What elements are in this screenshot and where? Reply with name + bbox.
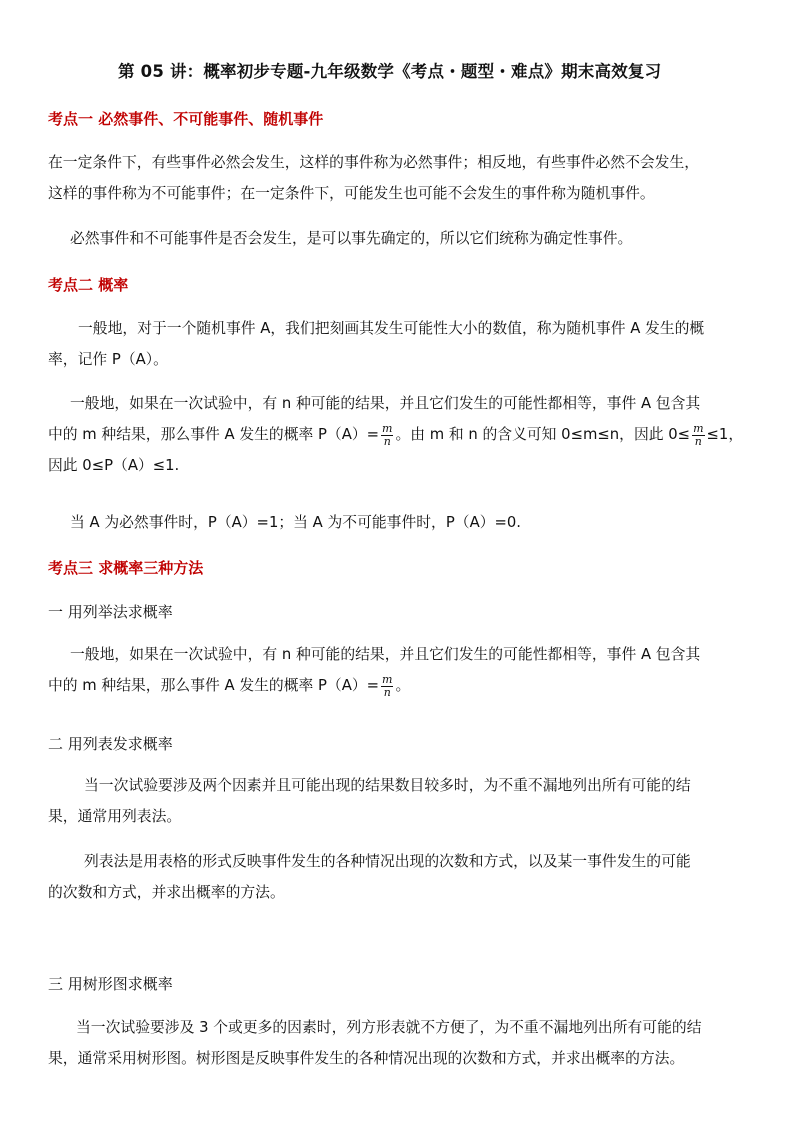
fraction-m-over-n: [692, 423, 704, 448]
section2-paragraph2: [48, 388, 748, 481]
fraction-numerator: m: [382, 672, 393, 686]
method3-paragraph: [48, 1012, 748, 1074]
section2-p3-line: 当 A 为必然事件时，P（A）=1；当 A 为不可能事件时，P（A）=0.: [70, 514, 522, 531]
section2-p1-line2: 率，记作 P（A）。: [48, 351, 168, 368]
method2-p2-line1: 列表法是用表格的形式反映事件发生的各种情况出现的次数和方式，以及某一事件发生的可能: [84, 853, 691, 870]
fraction-numerator: m: [693, 421, 704, 435]
fraction-m-over-n: [381, 423, 393, 448]
method3-title: 三 用树形图求概率: [48, 975, 173, 993]
section1-p1-line1: 在一定条件下，有些事件必然会发生，这样的事件称为必然事件；相反地，有些事件必然不会发生，: [48, 154, 700, 171]
section1-p2-line: 必然事件和不可能事件是否会发生，是可以事先确定的，所以它们统称为确定性事件。: [70, 230, 633, 247]
method2-p1-line1: 当一次试验要涉及两个因素并且可能出现的结果数目较多时，为不重不漏地列出所有可能的结: [84, 777, 691, 794]
section2-heading: 考点二 概率: [48, 276, 129, 294]
method2-p1-line2: 果，通常用列表法。: [48, 808, 182, 825]
method1-title: 一 用列举法求概率: [48, 603, 173, 621]
section3-heading: 考点三 求概率三种方法: [48, 559, 204, 577]
section2-paragraph3: [70, 507, 770, 538]
method2-p2-line2: 的次数和方式，并求出概率的方法。: [48, 884, 285, 901]
method2-paragraph1: [48, 770, 748, 832]
method1-paragraph: [48, 639, 748, 701]
method2-paragraph2: [48, 846, 748, 908]
page-title: 第 05 讲：概率初步专题-九年级数学《考点・题型・难点》期末高效复习: [118, 62, 662, 81]
section1-paragraph1: [48, 147, 748, 209]
fraction-denominator: n: [383, 685, 391, 699]
fraction-numerator: m: [382, 421, 393, 435]
method1-line1: 一般地，如果在一次试验中，有 n 种可能的结果，并且它们发生的可能性都相等，事件 A 包含其: [70, 646, 701, 663]
section2-p2-line2-text-c: ≤1，: [706, 426, 744, 443]
method1-line2-text-a: 中的 m 种结果，那么事件 A 发生的概率 P（A）=: [48, 677, 380, 694]
section2-p2-line2: [48, 419, 748, 450]
fraction-m-over-n: [381, 674, 393, 699]
method1-line2: [48, 670, 748, 701]
method3-line2: 果，通常采用树形图。树形图是反映事件发生的各种情况出现的次数和方式，并求出概率的方法。: [48, 1050, 685, 1067]
section2-p2-line2-text-b: 。由 m 和 n 的含义可知 0≤m≤n，因此 0≤: [395, 426, 691, 443]
fraction-denominator: n: [694, 434, 702, 448]
section1-heading: 考点一 必然事件、不可能事件、随机事件: [48, 110, 324, 128]
method1-line2-text-b: 。: [395, 677, 411, 694]
section1-paragraph2: [70, 223, 770, 254]
method2-title: 二 用列表发求概率: [48, 735, 173, 753]
method3-line1: 当一次试验要涉及 3 个或更多的因素时，列方形表就不方便了，为不重不漏地列出所有可能的结: [76, 1019, 702, 1036]
section2-p2-line2-text-a: 中的 m 种结果，那么事件 A 发生的概率 P（A）=: [48, 426, 380, 443]
fraction-denominator: n: [383, 434, 391, 448]
section1-p1-line2: 这样的事件称为不可能事件；在一定条件下，可能发生也可能不会发生的事件称为随机事件。: [48, 185, 655, 202]
section2-paragraph1: [48, 313, 748, 375]
section2-p2-line3: 因此 0≤P（A）≤1.: [48, 457, 180, 474]
section2-p2-line1: 一般地，如果在一次试验中，有 n 种可能的结果，并且它们发生的可能性都相等，事件 A 包含其: [70, 395, 701, 412]
section2-p1-line1: 一般地，对于一个随机事件 A，我们把刻画其发生可能性大小的数值，称为随机事件 A 发生的概: [78, 320, 705, 337]
